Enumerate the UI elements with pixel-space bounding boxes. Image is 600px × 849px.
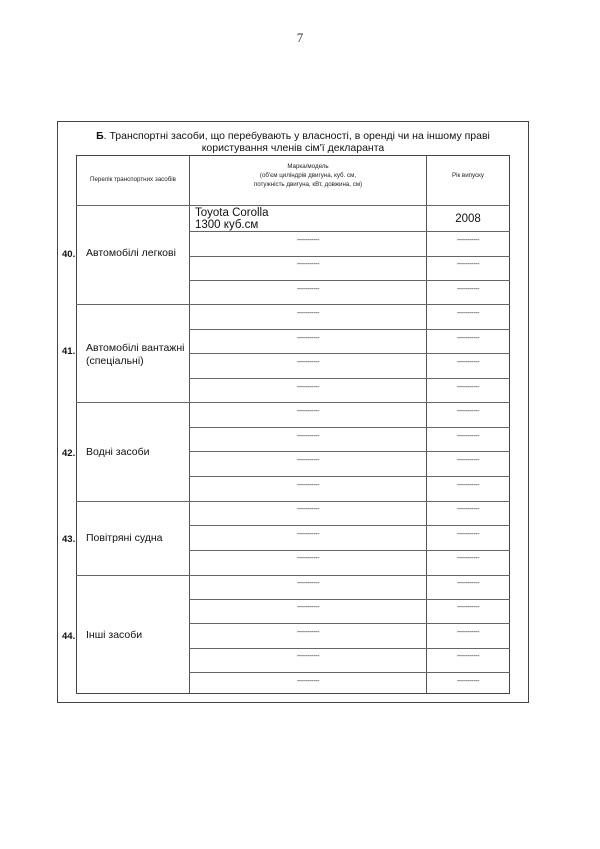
empty-year-cell: ----------- xyxy=(456,580,480,587)
empty-year-cell: ----------- xyxy=(456,384,480,391)
empty-year-cell: ----------- xyxy=(456,653,480,660)
empty-year-cell: ----------- xyxy=(456,310,480,317)
empty-year-cell: ----------- xyxy=(456,457,480,464)
empty-year-cell: ----------- xyxy=(456,408,480,415)
empty-year-cell: ----------- xyxy=(456,482,480,489)
empty-model-cell: ----------- xyxy=(296,629,320,636)
row-number-44: 44. xyxy=(62,631,76,642)
row-number-43: 43. xyxy=(62,534,76,545)
header-make-model: Марка/модель (об'єм циліндрів двигуна, куб. см, потужність двигуна, кВт, довжина, см) xyxy=(253,163,363,188)
empty-model-cell: ----------- xyxy=(296,555,320,562)
empty-model-cell: ----------- xyxy=(296,237,320,244)
empty-model-cell: ----------- xyxy=(296,286,320,293)
empty-year-cell: ----------- xyxy=(456,604,480,611)
entry-year: 2008 xyxy=(455,213,481,225)
header-vehicle-list: Перелік транспортних засобів xyxy=(90,176,176,183)
row-number-41: 41. xyxy=(62,346,76,357)
empty-year-cell: ----------- xyxy=(456,555,480,562)
empty-model-cell: ----------- xyxy=(296,506,320,513)
empty-year-cell: ----------- xyxy=(456,261,480,268)
empty-model-cell: ----------- xyxy=(296,604,320,611)
empty-model-cell: ----------- xyxy=(296,653,320,660)
section-title-line1: . Транспортні засоби, що перебувають у власності, в оренді чи на іншому праві xyxy=(103,130,490,142)
category-aircraft: Повітряні судна xyxy=(86,532,163,544)
column-divider xyxy=(189,155,190,694)
row-number-40: 40. xyxy=(62,249,76,260)
category-water-vehicles: Водні засоби xyxy=(86,446,150,458)
empty-year-cell: ----------- xyxy=(456,433,480,440)
header-divider xyxy=(76,205,510,206)
group-divider xyxy=(76,304,510,305)
empty-model-cell: ----------- xyxy=(296,580,320,587)
empty-model-cell: ----------- xyxy=(296,457,320,464)
empty-year-cell: ----------- xyxy=(456,629,480,636)
empty-year-cell: ----------- xyxy=(456,678,480,685)
empty-model-cell: ----------- xyxy=(296,678,320,685)
header-year: Рік випуску xyxy=(451,172,484,179)
empty-model-cell: ----------- xyxy=(296,531,320,538)
empty-model-cell: ----------- xyxy=(296,310,320,317)
column-divider xyxy=(426,155,427,694)
empty-model-cell: ----------- xyxy=(296,433,320,440)
vehicles-table xyxy=(76,155,510,694)
empty-model-cell: ----------- xyxy=(296,335,320,342)
section-letter: Б xyxy=(96,130,104,142)
section-title xyxy=(57,130,529,154)
empty-model-cell: ----------- xyxy=(296,261,320,268)
empty-year-cell: ----------- xyxy=(456,286,480,293)
empty-year-cell: ----------- xyxy=(456,359,480,366)
row-number-42: 42. xyxy=(62,448,76,459)
entry-model: Toyota Corolla 1300 куб.см xyxy=(195,207,269,231)
empty-year-cell: ----------- xyxy=(456,506,480,513)
empty-model-cell: ----------- xyxy=(296,384,320,391)
empty-model-cell: ----------- xyxy=(296,408,320,415)
page-number: 7 xyxy=(296,30,304,45)
empty-year-cell: ----------- xyxy=(456,237,480,244)
section-title-line2: користування членів сім'ї декларанта xyxy=(201,142,385,154)
category-trucks: Автомобілі вантажні (спеціальні) xyxy=(86,342,185,367)
empty-model-cell: ----------- xyxy=(296,359,320,366)
category-other-vehicles: Інші засоби xyxy=(86,629,143,641)
empty-year-cell: ----------- xyxy=(456,531,480,538)
category-passenger-cars: Автомобілі легкові xyxy=(86,247,176,259)
empty-model-cell: ----------- xyxy=(296,482,320,489)
group-divider xyxy=(76,402,510,403)
group-divider xyxy=(76,501,510,502)
empty-year-cell: ----------- xyxy=(456,335,480,342)
group-divider xyxy=(76,575,510,576)
